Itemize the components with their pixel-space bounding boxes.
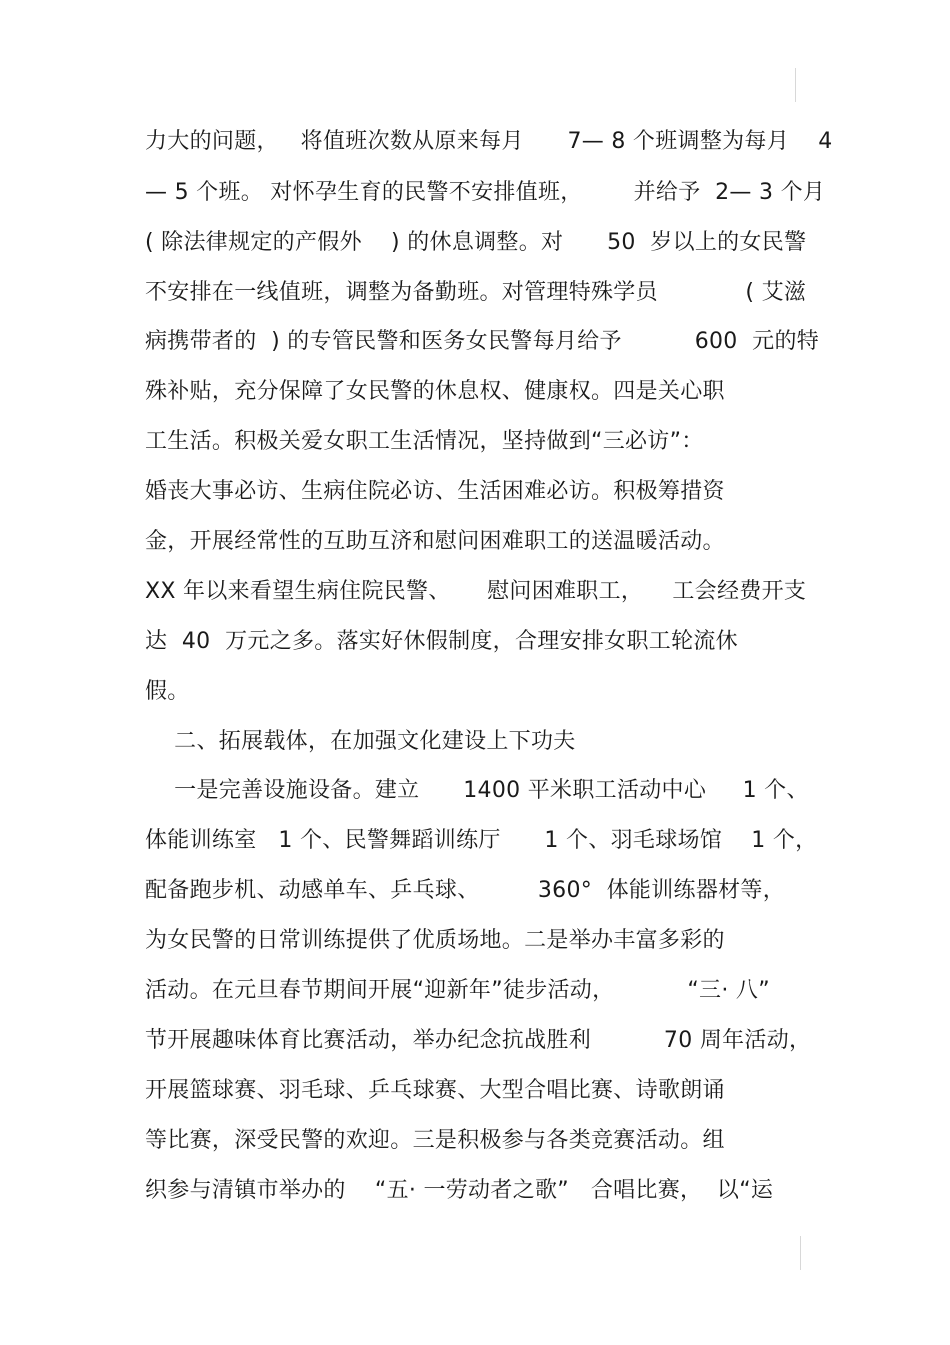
text-line: 开展篮球赛、羽毛球、乒乓球赛、大型合唱比赛、诗歌朗诵 xyxy=(145,1078,725,1103)
text-line: 不安排在一线值班，调整为备勤班。对管理特殊学员 ( 艾滋 xyxy=(145,280,807,305)
text-line: 一是完善设施设备。建立 1400 平米职工活动中心 1 个、 xyxy=(145,778,809,803)
text-line: XX 年以来看望生病住院民警、 慰问困难职工， 工会经费开支 xyxy=(145,579,807,604)
text-line: — 5 个班。 对怀孕生育的民警不安排值班， 并给予 2— 3 个月 xyxy=(145,180,826,205)
text-line: 达 40 万元之多。落实好休假制度，合理安排女职工轮流休 xyxy=(145,629,738,654)
text-line: 等比赛，深受民警的欢迎。三是积极参与各类竞赛活动。组 xyxy=(145,1128,725,1153)
section-heading: 二、拓展载体，在加强文化建设上下功夫 xyxy=(145,729,576,754)
text-line: ( 除法律规定的产假外 ) 的休息调整。对 50 岁以上的女民警 xyxy=(145,230,807,255)
text-line: 殊补贴，充分保障了女民警的休息权、健康权。四是关心职 xyxy=(145,379,725,404)
text-line: 假。 xyxy=(145,679,190,704)
page-edge-mark-bottom xyxy=(800,1236,801,1270)
text-line: 为女民警的日常训练提供了优质场地。二是举办丰富多彩的 xyxy=(145,928,725,953)
text-line: 婚丧大事必访、生病住院必访、生活困难必访。积极筹措资 xyxy=(145,479,725,504)
text-line: 活动。在元旦春节期间开展“迎新年”徒步活动， “三· 八” xyxy=(145,978,770,1003)
text-line: 节开展趣味体育比赛活动，举办纪念抗战胜利 70 周年活动， xyxy=(145,1028,812,1053)
text-line: 织参与清镇市举办的 “五· 一劳动者之歌” 合唱比赛， 以“运 xyxy=(145,1178,774,1203)
text-line: 配备跑步机、动感单车、乒乓球、 360° 体能训练器材等， xyxy=(145,878,786,903)
text-line: 工生活。积极关爱女职工生活情况，坚持做到“三必访”： xyxy=(145,429,704,454)
text-line: 力大的问题， 将值班次数从原来每月 7— 8 个班调整为每月 4 xyxy=(145,129,833,154)
text-line: 体能训练室 1 个、民警舞蹈训练厅 1 个、羽毛球场馆 1 个， xyxy=(145,828,818,853)
text-line: 金，开展经常性的互助互济和慰问困难职工的送温暖活动。 xyxy=(145,529,725,554)
page-edge-mark-top xyxy=(795,68,796,102)
text-line: 病携带者的 ) 的专管民警和医务女民警每月给予 600 元的特 xyxy=(145,329,820,354)
